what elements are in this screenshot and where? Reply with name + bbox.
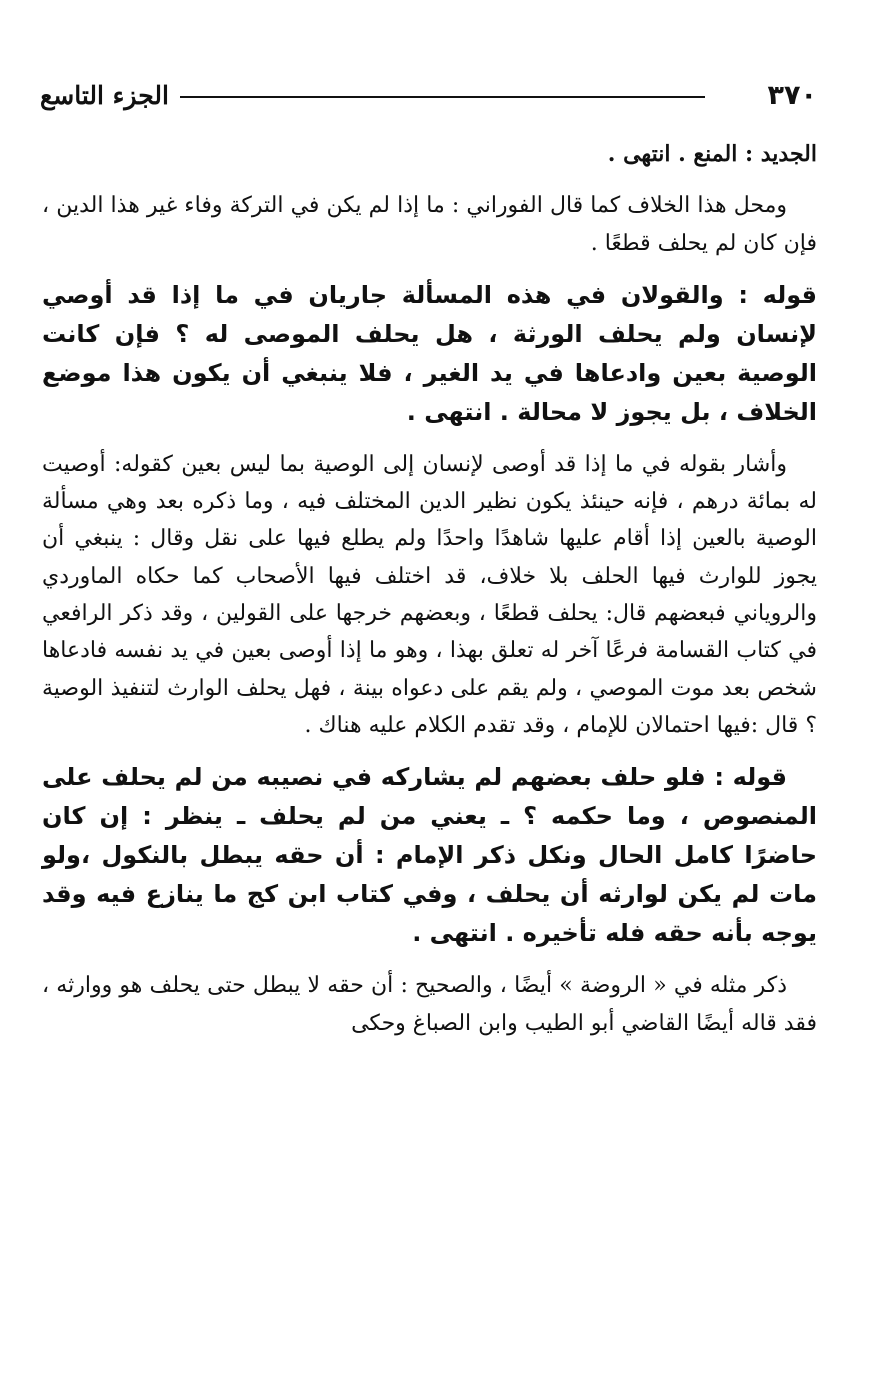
quote-paragraph-2: قوله : فلو حلف بعضهم لم يشاركه في نصيبه من لم يحلف على المنصوص ، وما حكمه ؟ ـ يعني من لم يحلف ـ ينظر : إن كان حاضرًا كامل الحال ونكل ذكر الإمام : أن حقه يبطل بالنكول ،ولو مات لم يكن لوارثه أن يحلف ، وفي كتاب ابن كج ما ينازع فيه وقد يوجه بأنه حقه فله تأخيره . انتهى . [42,763,817,948]
header-rule [180,96,705,98]
quote-paragraph-1: قوله : والقولان في هذه المسألة جاريان في ما إذا قد أوصي لإنسان ولم يحلف الورثة ، هل يحلف الموصى له ؟ فإن كانت الوصية بعين وادعاها في يد الغير ، فلا ينبغي أن يكون هذا موضع الخلاف ، بل يجوز لا محالة . انتهى . [42,280,817,426]
paragraph-3: وأشار بقوله في ما إذا قد أوصى لإنسان إلى الوصية بما ليس بعين كقوله: أوصيت له بمائة درهم ، فإنه حينئذ يكون نظير الدين المختلف فيه ، وما ذكره بعد وهي مسألة الوصية بالعين إذا أقام عليها شاهدًا واحدًا ولم يطلع فيها على نقل وقال : ينبغي أن يجوز للوارث فيها الحلف بلا خلاف، قد اختلف فيها الأصحاب كما حكاه الماوردي والروياني فبعضهم قال: يحلف قطعًا ، وبعضهم خرجها على القولين ، وقد ذكر الرافعي في كتاب القسامة فرعًا آخر له تعلق بهذا ، وهو ما إذا أوصى بعين في يد نفسه فادعاها شخص بعد موت الموصي ، ولم يقم على دعواه بينة ، فهل يحلف الوارث لتنفيذ الوصية ؟ قال :فيها احتمالان للإمام ، وقد تقدم الكلام عليه هناك . [42,451,817,738]
paragraph-1: الجديد : المنع . انتهى . [607,141,817,167]
running-title: الجزء التاسع [40,81,169,110]
paragraph-4: ذكر مثله في « الروضة » أيضًا ، والصحيح : أن حقه لا يبطل حتى يحلف هو ووارثه ، فقد قاله أيضًا القاضي أبو الطيب وابن الصباغ وحكى [42,973,817,1036]
page-number: ٣٧٠ [767,80,817,111]
paragraph-2: ومحل هذا الخلاف كما قال الفوراني : ما إذا لم يكن في التركة وفاء غير هذا الدين ، فإن كان لم يحلف قطعًا . [42,193,817,256]
page-header [40,78,817,118]
page-body [42,136,817,1056]
